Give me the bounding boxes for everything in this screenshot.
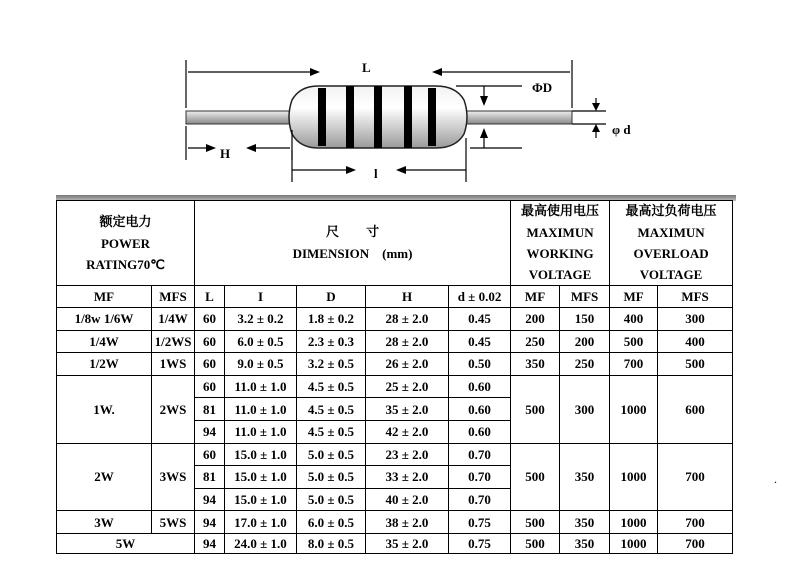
mov-mf-cell: 500: [610, 330, 658, 353]
band-3: [374, 86, 382, 148]
power-mf-cell: 3W: [57, 511, 152, 534]
dim-d-cell: 0.70: [449, 466, 511, 489]
power-rating-en-1: POWER: [100, 235, 151, 251]
power-mfs-cell: 1/2WS: [152, 330, 195, 353]
dim-I-cell: 11.0 ± 1.0: [225, 375, 297, 398]
dimension-H: [186, 126, 292, 160]
max-working-voltage-en-2: WORKING: [526, 246, 594, 261]
power-mf-cell: 1/2W: [57, 353, 152, 376]
dim-I-cell: 3.2 ± 0.2: [225, 308, 297, 331]
power-mfs-cell: 5WS: [152, 511, 195, 534]
dim-H-cell: 40 ± 2.0: [366, 488, 449, 511]
table-row: [57, 308, 733, 331]
dim-L-cell: 94: [195, 420, 225, 443]
dim-L-cell: 94: [195, 533, 225, 553]
label-L: L: [362, 60, 371, 75]
dim-H-cell: 23 ± 2.0: [366, 443, 449, 466]
subheader-mov-mfs: MFS: [658, 286, 733, 308]
mwv-mf-cell: 500: [511, 375, 560, 443]
table-row: [57, 353, 733, 376]
dim-D-cell: 5.0 ± 0.5: [297, 488, 366, 511]
mov-mf-cell: 1000: [610, 443, 658, 511]
mov-mf-cell: 700: [610, 353, 658, 376]
subheader-H: H: [366, 286, 449, 308]
mov-mfs-cell: 300: [658, 308, 733, 331]
dim-H-cell: 26 ± 2.0: [366, 353, 449, 376]
mov-mfs-cell: 600: [658, 375, 733, 443]
subheader-mwv-mfs: MFS: [560, 286, 610, 308]
dim-D-cell: 5.0 ± 0.5: [297, 443, 366, 466]
power-mfs-cell: 2WS: [152, 375, 195, 443]
subheader-mov-mf: MF: [610, 286, 658, 308]
subheader-D: D: [297, 286, 366, 308]
mwv-mfs-cell: 150: [560, 308, 610, 331]
mwv-mfs-cell: 350: [560, 533, 610, 553]
mov-mf-cell: 1000: [610, 511, 658, 534]
dim-L-cell: 94: [195, 511, 225, 534]
mwv-mfs-cell: 300: [560, 375, 610, 443]
label-phiD: ΦD: [532, 80, 553, 95]
dim-D-cell: 4.5 ± 0.5: [297, 375, 366, 398]
subheader-mwv-mf: MF: [511, 286, 560, 308]
power-rating-header: [57, 201, 195, 286]
power-5w-cell: 5W: [57, 533, 195, 553]
dim-L-cell: 60: [195, 375, 225, 398]
dim-D-cell: 4.5 ± 0.5: [297, 420, 366, 443]
dim-d-cell: 0.75: [449, 533, 511, 553]
dim-D-cell: 4.5 ± 0.5: [297, 398, 366, 421]
mwv-mfs-cell: 200: [560, 330, 610, 353]
dim-I-cell: 11.0 ± 1.0: [225, 420, 297, 443]
mwv-mf-cell: 500: [511, 533, 560, 553]
power-rating-en-2: RATING70℃: [86, 256, 165, 272]
resistor-dimension-diagram: [0, 0, 800, 195]
table-row: [57, 443, 733, 466]
mov-mfs-cell: 700: [658, 533, 733, 553]
max-overload-voltage-en-2: OVERLOAD: [633, 246, 709, 261]
mwv-mfs-cell: 250: [560, 353, 610, 376]
dim-d-cell: 0.75: [449, 511, 511, 534]
dim-L-cell: 60: [195, 443, 225, 466]
dim-I-cell: 15.0 ± 1.0: [225, 443, 297, 466]
dim-L-cell: 81: [195, 398, 225, 421]
band-5: [428, 88, 436, 146]
subheader-d: d ± 0.02: [449, 286, 511, 308]
mwv-mfs-cell: 350: [560, 511, 610, 534]
subheader-mf: MF: [57, 286, 152, 308]
max-overload-voltage-en-3: VOLTAGE: [639, 267, 703, 282]
stray-mark: .: [774, 472, 777, 486]
band-2: [346, 86, 354, 148]
spec-table-body: [57, 201, 733, 554]
max-working-voltage-header: [511, 201, 610, 286]
band-1: [318, 88, 326, 146]
dim-H-cell: 35 ± 2.0: [366, 398, 449, 421]
left-lead: [186, 111, 292, 124]
power-mfs-cell: 1/4W: [152, 308, 195, 331]
subheader-row: [57, 286, 733, 308]
mwv-mf-cell: 500: [511, 443, 560, 511]
dim-I-cell: 11.0 ± 1.0: [225, 398, 297, 421]
label-phid: φ d: [612, 122, 631, 137]
subheader-I: I: [225, 286, 297, 308]
mov-mfs-cell: 700: [658, 443, 733, 511]
table-row: [57, 533, 733, 553]
dim-H-cell: 38 ± 2.0: [366, 511, 449, 534]
dim-d-cell: 0.45: [449, 330, 511, 353]
label-H: H: [220, 146, 231, 161]
dim-L-cell: 81: [195, 466, 225, 489]
max-overload-voltage-en-1: MAXIMUN: [637, 225, 705, 240]
mov-mfs-cell: 700: [658, 511, 733, 534]
mwv-mf-cell: 350: [511, 353, 560, 376]
table-row: [57, 511, 733, 534]
dim-I-cell: 9.0 ± 0.5: [225, 353, 297, 376]
mwv-mf-cell: 250: [511, 330, 560, 353]
power-mf-cell: 2W: [57, 443, 152, 511]
power-mfs-cell: 1WS: [152, 353, 195, 376]
dim-d-cell: 0.60: [449, 398, 511, 421]
max-working-voltage-en-1: MAXIMUN: [526, 225, 594, 240]
dim-I-cell: 17.0 ± 1.0: [225, 511, 297, 534]
table-row: [57, 375, 733, 398]
dimension-header: [195, 201, 511, 286]
dim-d-cell: 0.70: [449, 488, 511, 511]
power-rating-zh: 额定电力: [99, 214, 152, 230]
dim-I-cell: 6.0 ± 0.5: [225, 330, 297, 353]
dim-L-cell: 60: [195, 353, 225, 376]
max-working-voltage-en-3: VOLTAGE: [528, 267, 592, 282]
dim-I-cell: 15.0 ± 1.0: [225, 488, 297, 511]
power-mf-cell: 1/4W: [57, 330, 152, 353]
mov-mf-cell: 1000: [610, 375, 658, 443]
mwv-mf-cell: 200: [511, 308, 560, 331]
dim-D-cell: 5.0 ± 0.5: [297, 466, 366, 489]
mov-mfs-cell: 400: [658, 330, 733, 353]
mov-mf-cell: 1000: [610, 533, 658, 553]
dim-d-cell: 0.60: [449, 375, 511, 398]
dim-D-cell: 1.8 ± 0.2: [297, 308, 366, 331]
table-row: [57, 330, 733, 353]
band-4: [404, 86, 412, 148]
dim-D-cell: 8.0 ± 0.5: [297, 533, 366, 553]
mov-mfs-cell: 500: [658, 353, 733, 376]
dim-H-cell: 35 ± 2.0: [366, 533, 449, 553]
dim-D-cell: 2.3 ± 0.3: [297, 330, 366, 353]
dim-L-cell: 60: [195, 308, 225, 331]
subheader-L: L: [195, 286, 225, 308]
dim-d-cell: 0.70: [449, 443, 511, 466]
power-mf-cell: 1W.: [57, 375, 152, 443]
right-lead: [462, 111, 572, 124]
power-mf-cell: 1/8w 1/6W: [57, 308, 152, 331]
dim-d-cell: 0.45: [449, 308, 511, 331]
dim-d-cell: 0.60: [449, 420, 511, 443]
dimension-en: DIMENSION (mm): [292, 246, 413, 261]
dim-H-cell: 42 ± 2.0: [366, 420, 449, 443]
dim-H-cell: 25 ± 2.0: [366, 375, 449, 398]
header-row: [57, 201, 733, 286]
dim-L-cell: 94: [195, 488, 225, 511]
dim-H-cell: 33 ± 2.0: [366, 466, 449, 489]
max-overload-voltage-header: [610, 201, 733, 286]
dim-D-cell: 3.2 ± 0.5: [297, 353, 366, 376]
dim-H-cell: 28 ± 2.0: [366, 308, 449, 331]
resistor-spec-table: [56, 200, 733, 554]
dim-I-cell: 24.0 ± 1.0: [225, 533, 297, 553]
mwv-mfs-cell: 350: [560, 443, 610, 511]
dim-L-cell: 60: [195, 330, 225, 353]
dim-H-cell: 28 ± 2.0: [366, 330, 449, 353]
dim-I-cell: 15.0 ± 1.0: [225, 466, 297, 489]
mov-mf-cell: 400: [610, 308, 658, 331]
max-overload-voltage-zh: 最高过负荷电压: [625, 204, 717, 219]
label-l: l: [374, 166, 378, 181]
mwv-mf-cell: 500: [511, 511, 560, 534]
dim-D-cell: 6.0 ± 0.5: [297, 511, 366, 534]
dimension-phid: [572, 98, 606, 138]
power-mfs-cell: 3WS: [152, 443, 195, 511]
dimension-zh: 尺 寸: [325, 225, 380, 240]
max-working-voltage-zh: 最高使用电压: [521, 204, 600, 219]
dim-d-cell: 0.50: [449, 353, 511, 376]
subheader-mfs: MFS: [152, 286, 195, 308]
